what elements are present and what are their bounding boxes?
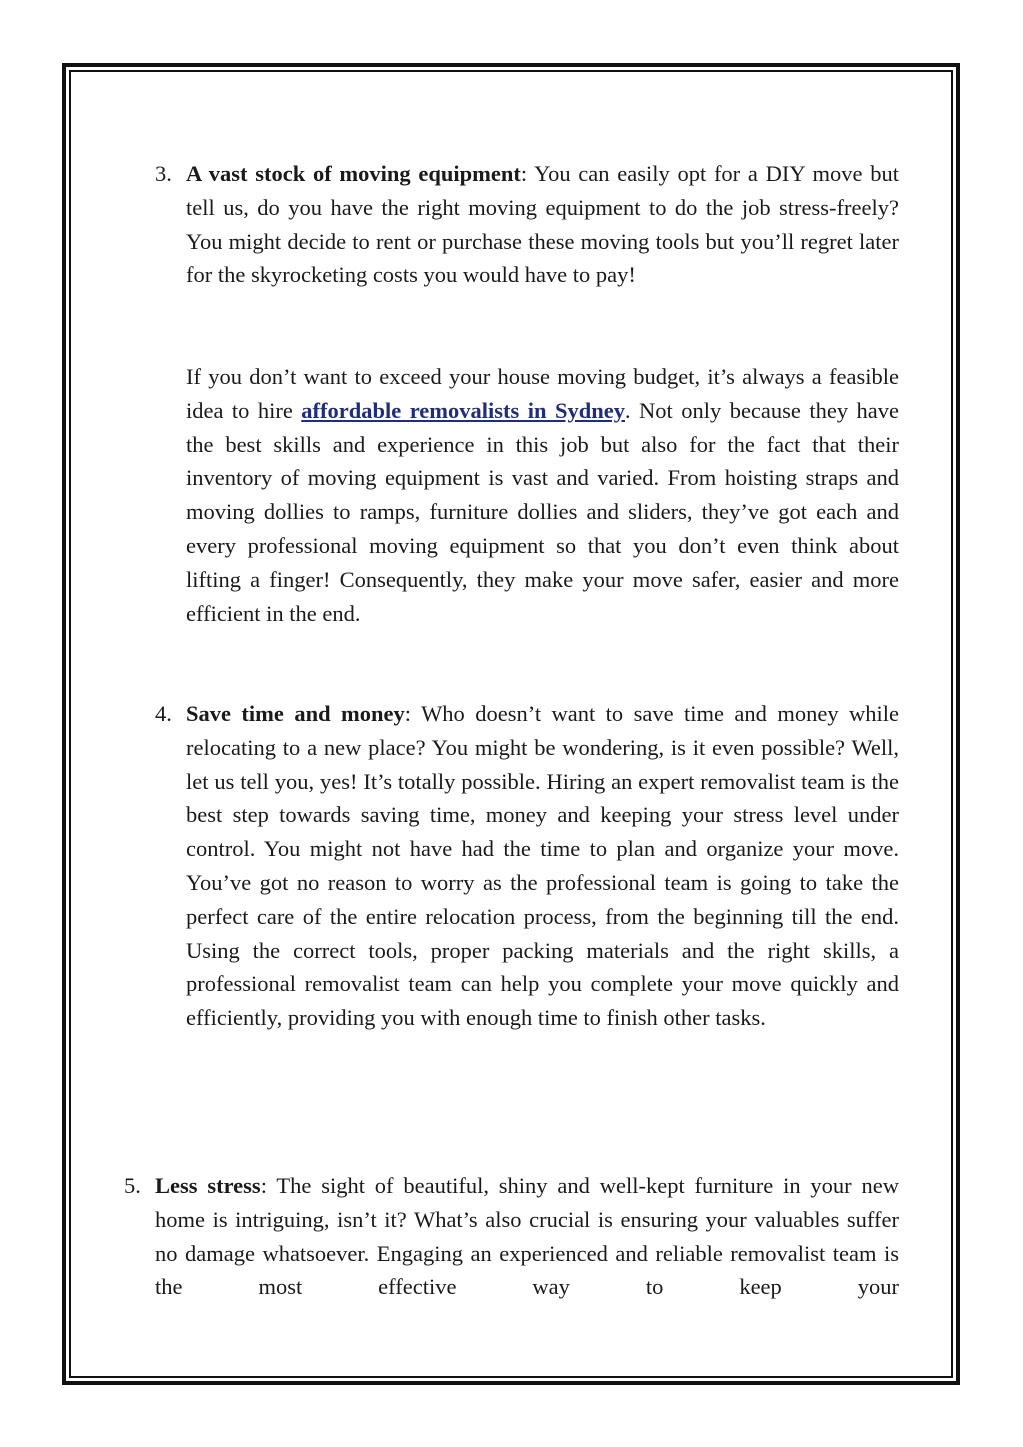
list-item-5 (155, 1169, 899, 1304)
list-item-5-heading: Less stress (155, 1173, 261, 1198)
budget-paragraph-before-link: If you don’t want to exceed your house moving budget, it’s always a feasible idea to hire (186, 364, 899, 423)
affordable-removalists-link[interactable]: affordable removalists in Sydney (301, 397, 625, 423)
list-item-4 (186, 697, 899, 1035)
list-number-3: 3. (155, 161, 172, 186)
list-item-3 (186, 157, 899, 292)
budget-paragraph-after-link: . Not only because they have the best skills and experience in this job but also for the fact that their inventory of moving equipment is vast and varied. From hoisting straps and moving dollies to ramps, furniture dollies and sliders, they’ve got each and every professional moving equipment so that you don’t even think about lifting a finger! Consequently, they make your move safer, easier and more efficient in the end. (186, 397, 899, 626)
list-number-4: 4. (155, 701, 172, 726)
list-item-3-heading: A vast stock of moving equipment (186, 161, 521, 186)
list-number-5: 5. (124, 1173, 141, 1198)
list-item-3-text: : You can easily opt for a DIY move but tell us, do you have the right moving equipment to do the job stress-freely? You might decide to rent or purchase these moving tools but you’ll regret later for the skyrocketing costs you would have to pay! (186, 161, 899, 288)
list-item-4-heading: Save time and money (186, 701, 405, 726)
budget-paragraph (186, 360, 899, 630)
list-item-4-text: : Who doesn’t want to save time and money while relocating to a new place? You might be wondering, is it even possible? Well, let us tell you, yes! It’s totally possible. Hiring an expert removalist team is the best step towards saving time, money and keeping your stress level under control. You might not have had the time to plan and organize your move. You’ve got no reason to worry as the professional team is going to take the perfect care of the entire relocation process, from the beginning till the end. Using the correct tools, proper packing materials and the right skills, a professional removalist team can help you complete your move quickly and efficiently, providing you with enough time to finish other tasks. (186, 701, 899, 1031)
list-item-5-text: : The sight of beautiful, shiny and well-kept furniture in your new home is intriguing, isn’t it? What’s also crucial is ensuring your valuables suffer no damage whatsoever. Engaging an experienced and reliable removalist team is the most effective way to keep your (155, 1173, 899, 1300)
